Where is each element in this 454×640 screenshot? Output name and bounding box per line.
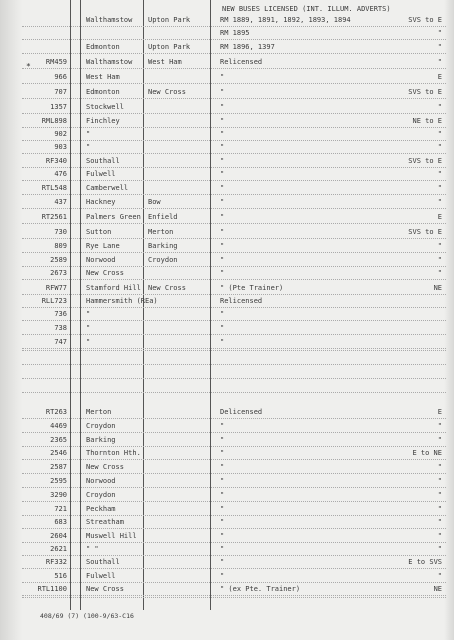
entry-fleet-number: RFW77: [45, 284, 67, 292]
entry-transfer-garage: Barking: [148, 242, 178, 250]
entry-fleet-number: 2604: [50, 532, 67, 540]
entry-fleet-number: 3290: [50, 491, 67, 499]
row-divider: [22, 348, 446, 349]
entry-status: ": [437, 242, 442, 250]
table-row: [0, 71, 454, 83]
entry-garage: Southall: [86, 558, 120, 566]
table-row: [0, 570, 454, 582]
entry-status: SVS to E: [408, 228, 442, 236]
entry-fleet-number: 2673: [50, 269, 67, 277]
table-row: [0, 14, 454, 26]
row-divider: [22, 568, 446, 569]
table-row: [0, 420, 454, 432]
entry-fleet-number: 966: [54, 73, 67, 81]
row-divider: [22, 279, 446, 280]
entry-status: ": [437, 463, 442, 471]
entry-garage: New Cross: [86, 463, 124, 471]
entry-garage: Fulwell: [86, 572, 116, 580]
entry-status: ": [437, 170, 442, 178]
table-row: [0, 101, 454, 113]
entry-status: E to NE: [412, 449, 442, 457]
table-row: [0, 196, 454, 208]
entry-fleet-number: 903: [54, 143, 67, 151]
table-row: [0, 530, 454, 542]
table-row: [0, 336, 454, 348]
entry-garage: Southall: [86, 157, 120, 165]
entry-garage: Muswell Hill: [86, 532, 137, 540]
entry-transfer-garage: Croydon: [148, 256, 178, 264]
entry-notes: ": [220, 242, 225, 250]
entry-notes: ": [220, 532, 225, 540]
row-divider: [22, 180, 446, 181]
entry-fleet-number: 721: [54, 505, 67, 513]
table-row: [0, 583, 454, 595]
entry-fleet-number: 437: [54, 198, 67, 206]
entry-notes: ": [220, 103, 225, 111]
entry-garage: Hammersmith (REa): [86, 297, 158, 305]
entry-notes: ": [220, 572, 225, 580]
page-header: NEW BUSES LICENSED (INT. ILLUM. ADVERTS): [222, 5, 391, 13]
table-row: [0, 254, 454, 266]
entry-transfer-garage: Enfield: [148, 213, 178, 221]
entry-notes: ": [220, 558, 225, 566]
entry-status: E: [437, 408, 442, 416]
entry-status: E: [437, 73, 442, 81]
entry-notes: ": [220, 463, 225, 471]
entry-garage: Edmonton: [86, 43, 120, 51]
entry-notes: Relicensed: [220, 297, 263, 305]
entry-status: ": [437, 29, 442, 37]
table-row: [0, 406, 454, 418]
row-divider: [22, 98, 446, 99]
entry-status: ": [437, 505, 442, 513]
row-divider: [22, 334, 446, 335]
entry-garage: New Cross: [86, 269, 124, 277]
entry-notes: ": [220, 213, 225, 221]
entry-status: SVS to E: [408, 16, 442, 24]
table-row: [0, 27, 454, 39]
table-row: [0, 211, 454, 223]
entry-notes: ": [220, 73, 225, 81]
blank-ruled-line: [22, 364, 446, 365]
entry-notes: RM 1896, 1397: [220, 43, 275, 51]
entry-status: ": [437, 477, 442, 485]
blank-ruled-line: [22, 597, 446, 598]
entry-notes: RM 1889, 1891, 1892, 1893, 1894: [220, 16, 351, 24]
entry-notes: ": [220, 228, 225, 236]
table-row: [0, 503, 454, 515]
entry-notes: ": [220, 338, 225, 346]
row-divider: [22, 501, 446, 502]
table-row: [0, 128, 454, 140]
entry-fleet-number: RT263: [45, 408, 67, 416]
row-divider: [22, 320, 446, 321]
entry-fleet-number: RF340: [45, 157, 67, 165]
table-row: [0, 115, 454, 127]
entry-fleet-number: 730: [54, 228, 67, 236]
entry-status: ": [437, 491, 442, 499]
table-row: [0, 86, 454, 98]
entry-status: ": [437, 422, 442, 430]
entry-notes: ": [220, 477, 225, 485]
entry-transfer-garage: Bow: [148, 198, 161, 206]
entry-status: SVS to E: [408, 157, 442, 165]
entry-garage: Barking: [86, 436, 116, 444]
entry-fleet-number: 707: [54, 88, 67, 96]
entry-status: ": [437, 43, 442, 51]
entry-notes: ": [220, 117, 225, 125]
table-row: [0, 240, 454, 252]
entry-status: ": [437, 545, 442, 553]
entry-status: E to SVS: [408, 558, 442, 566]
entry-status: ": [437, 103, 442, 111]
table-row: [0, 295, 454, 307]
entry-notes: ": [220, 170, 225, 178]
row-divider: [22, 53, 446, 54]
entry-notes: ": [220, 518, 225, 526]
table-row: [0, 168, 454, 180]
entry-garage: ": [86, 324, 91, 332]
row-divider: [22, 223, 446, 224]
entry-status: ": [437, 130, 442, 138]
row-divider: [22, 459, 446, 460]
entry-garage: ": [86, 338, 91, 346]
entry-fleet-number: 2546: [50, 449, 67, 457]
entry-notes: ": [220, 157, 225, 165]
entry-garage: ": [86, 310, 91, 318]
entry-garage: ": [86, 130, 91, 138]
row-divider: [22, 418, 446, 419]
row-divider: [22, 528, 446, 529]
entry-fleet-number: 4469: [50, 422, 67, 430]
table-row: [0, 282, 454, 294]
blank-ruled-line: [22, 350, 446, 351]
row-divider: [22, 595, 446, 596]
table-row: [0, 182, 454, 194]
row-divider: [22, 83, 446, 84]
margin-star-mark: *: [26, 62, 31, 71]
entry-fleet-number: RLL723: [41, 297, 67, 305]
table-row: [0, 556, 454, 568]
entry-garage: Norwood: [86, 256, 116, 264]
table-row: [0, 308, 454, 320]
entry-notes: ": [220, 130, 225, 138]
blank-ruled-line: [22, 378, 446, 379]
entry-garage: Walthamstow: [86, 58, 133, 66]
entry-garage: Croydon: [86, 491, 116, 499]
entry-transfer-garage: New Cross: [148, 284, 186, 292]
entry-garage: Camberwell: [86, 184, 129, 192]
blank-ruled-line: [22, 392, 446, 393]
entry-status: E: [437, 213, 442, 221]
entry-notes: ": [220, 310, 225, 318]
entry-notes: ": [220, 269, 225, 277]
row-divider: [22, 194, 446, 195]
entry-garage: ": [86, 143, 91, 151]
entry-garage: Hackney: [86, 198, 116, 206]
entry-fleet-number: 2365: [50, 436, 67, 444]
table-row: [0, 41, 454, 53]
entry-garage: Stockwell: [86, 103, 124, 111]
entry-notes: ": [220, 422, 225, 430]
entry-transfer-garage: West Ham: [148, 58, 182, 66]
entry-fleet-number: RT2561: [41, 213, 67, 221]
entry-notes: ": [220, 449, 225, 457]
row-divider: [22, 113, 446, 114]
entry-fleet-number: 736: [54, 310, 67, 318]
entry-status: ": [437, 58, 442, 66]
row-divider: [22, 238, 446, 239]
entry-notes: ": [220, 143, 225, 151]
entry-notes: ": [220, 545, 225, 553]
entry-fleet-number: RTL1100: [37, 585, 67, 593]
table-row: [0, 155, 454, 167]
table-row: [0, 434, 454, 446]
table-row: [0, 543, 454, 555]
entry-status: SVS to E: [408, 88, 442, 96]
entry-fleet-number: RF332: [45, 558, 67, 566]
entry-notes: Relicensed: [220, 58, 263, 66]
row-divider: [22, 473, 446, 474]
entry-status: NE: [433, 284, 442, 292]
row-divider: [22, 432, 446, 433]
table-row: [0, 141, 454, 153]
entry-fleet-number: 2621: [50, 545, 67, 553]
entry-notes: RM 1895: [220, 29, 250, 37]
entry-fleet-number: RML898: [41, 117, 67, 125]
table-row: [0, 475, 454, 487]
entry-status: NE to E: [412, 117, 442, 125]
entry-notes: ": [220, 324, 225, 332]
form-reference: 408/69 (7) (100-9/63-C16: [40, 612, 134, 620]
entry-fleet-number: 2587: [50, 463, 67, 471]
entry-status: ": [437, 184, 442, 192]
entry-garage: Thornton Hth.: [86, 449, 141, 457]
table-row: [0, 489, 454, 501]
table-row: [0, 56, 454, 68]
entry-notes: " (Pte Trainer): [220, 284, 284, 292]
entry-fleet-number: 738: [54, 324, 67, 332]
row-divider: [22, 208, 446, 209]
entry-garage: Stamford Hill: [86, 284, 141, 292]
entry-fleet-number: RTL548: [41, 184, 67, 192]
entry-garage: Walthamstow: [86, 16, 133, 24]
entry-garage: Norwood: [86, 477, 116, 485]
entry-garage: Merton: [86, 408, 112, 416]
entry-notes: ": [220, 491, 225, 499]
entry-transfer-garage: Merton: [148, 228, 174, 236]
entry-garage: Rye Lane: [86, 242, 120, 250]
entry-garage: Finchley: [86, 117, 120, 125]
entry-notes: " (ex Pte. Trainer): [220, 585, 301, 593]
entry-notes: ": [220, 88, 225, 96]
entry-fleet-number: 809: [54, 242, 67, 250]
entry-fleet-number: 2589: [50, 256, 67, 264]
entry-notes: Delicensed: [220, 408, 263, 416]
entry-notes: ": [220, 505, 225, 513]
entry-garage: Sutton: [86, 228, 112, 236]
entry-garage: " ": [86, 545, 99, 553]
entry-status: NE: [433, 585, 442, 593]
row-divider: [22, 252, 446, 253]
entry-notes: ": [220, 198, 225, 206]
entry-notes: ": [220, 436, 225, 444]
table-row: [0, 267, 454, 279]
row-divider: [22, 68, 446, 69]
entry-transfer-garage: New Cross: [148, 88, 186, 96]
entry-fleet-number: 747: [54, 338, 67, 346]
entry-status: ": [437, 518, 442, 526]
entry-fleet-number: 683: [54, 518, 67, 526]
entry-garage: Edmonton: [86, 88, 120, 96]
entry-notes: ": [220, 184, 225, 192]
table-row: [0, 516, 454, 528]
table-row: [0, 447, 454, 459]
entry-fleet-number: 902: [54, 130, 67, 138]
entry-status: ": [437, 256, 442, 264]
entry-transfer-garage: Upton Park: [148, 16, 191, 24]
entry-garage: Croydon: [86, 422, 116, 430]
entry-garage: Fulwell: [86, 170, 116, 178]
entry-fleet-number: RM459: [45, 58, 67, 66]
entry-status: ": [437, 198, 442, 206]
table-row: [0, 461, 454, 473]
entry-garage: Palmers Green: [86, 213, 141, 221]
table-row: [0, 322, 454, 334]
entry-fleet-number: 1357: [50, 103, 67, 111]
entry-fleet-number: 2595: [50, 477, 67, 485]
entry-status: ": [437, 436, 442, 444]
entry-status: ": [437, 532, 442, 540]
row-divider: [22, 39, 446, 40]
entry-notes: ": [220, 256, 225, 264]
entry-garage: Peckham: [86, 505, 116, 513]
entry-status: ": [437, 572, 442, 580]
entry-garage: Streatham: [86, 518, 124, 526]
table-row: [0, 226, 454, 238]
entry-garage: West Ham: [86, 73, 120, 81]
entry-transfer-garage: Upton Park: [148, 43, 191, 51]
row-divider: [22, 487, 446, 488]
entry-fleet-number: 476: [54, 170, 67, 178]
row-divider: [22, 153, 446, 154]
entry-status: ": [437, 143, 442, 151]
entry-fleet-number: 516: [54, 572, 67, 580]
entry-status: ": [437, 269, 442, 277]
entry-garage: New Cross: [86, 585, 124, 593]
